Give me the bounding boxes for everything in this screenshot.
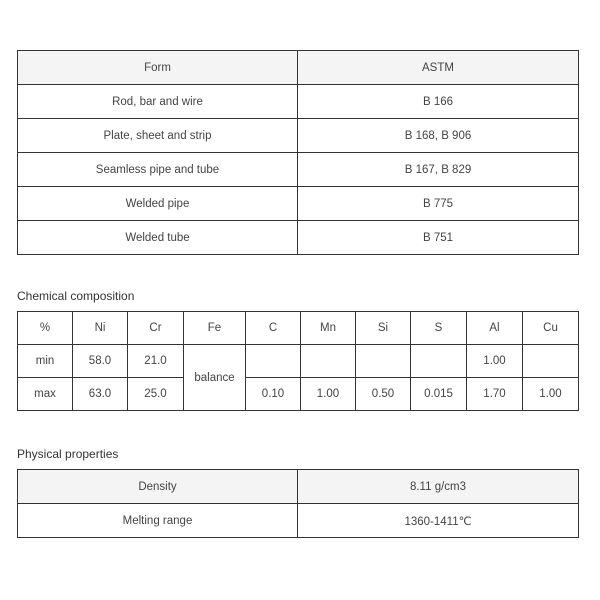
min-ni: 58.0: [73, 345, 128, 378]
header-s: S: [411, 312, 467, 345]
form-cell: Plate, sheet and strip: [18, 119, 298, 153]
header-c: C: [246, 312, 301, 345]
table-row: [18, 153, 579, 187]
header-fe: Fe: [184, 312, 246, 345]
table-header-row: [18, 312, 579, 345]
header-al: Al: [467, 312, 523, 345]
max-s: 0.015: [411, 378, 467, 411]
table-row: [18, 378, 579, 411]
table-row: [18, 504, 579, 538]
fe-balance: balance: [184, 345, 246, 411]
astm-cell: B 751: [298, 221, 579, 255]
header-cr: Cr: [128, 312, 184, 345]
physical-properties-title: Physical properties: [17, 447, 119, 461]
min-cr: 21.0: [128, 345, 184, 378]
min-al: 1.00: [467, 345, 523, 378]
astm-cell: B 166: [298, 85, 579, 119]
header-percent: %: [18, 312, 73, 345]
table-header-row: [18, 51, 579, 85]
astm-cell: B 167, B 829: [298, 153, 579, 187]
property-value: 8.11 g/cm3: [298, 470, 579, 504]
property-name: Density: [18, 470, 298, 504]
table-row: [18, 187, 579, 221]
min-si: [356, 345, 411, 378]
max-cu: 1.00: [523, 378, 579, 411]
header-form: Form: [18, 51, 298, 85]
table-row: [18, 221, 579, 255]
table-row: [18, 85, 579, 119]
row-label-min: min: [18, 345, 73, 378]
table-row: [18, 345, 579, 378]
chemical-composition-table: [17, 311, 579, 411]
astm-forms-table: [17, 50, 579, 255]
max-al: 1.70: [467, 378, 523, 411]
table-row: [18, 470, 579, 504]
astm-cell: B 775: [298, 187, 579, 221]
min-cu: [523, 345, 579, 378]
header-ni: Ni: [73, 312, 128, 345]
physical-properties-table: [17, 469, 579, 538]
property-value: 1360-1411℃: [298, 504, 579, 538]
form-cell: Rod, bar and wire: [18, 85, 298, 119]
astm-cell: B 168, B 906: [298, 119, 579, 153]
header-astm: ASTM: [298, 51, 579, 85]
min-s: [411, 345, 467, 378]
form-cell: Welded pipe: [18, 187, 298, 221]
max-mn: 1.00: [301, 378, 356, 411]
header-cu: Cu: [523, 312, 579, 345]
property-name: Melting range: [18, 504, 298, 538]
form-cell: Welded tube: [18, 221, 298, 255]
form-cell: Seamless pipe and tube: [18, 153, 298, 187]
max-c: 0.10: [246, 378, 301, 411]
header-mn: Mn: [301, 312, 356, 345]
chemical-composition-title: Chemical composition: [17, 289, 135, 303]
row-label-max: max: [18, 378, 73, 411]
min-c: [246, 345, 301, 378]
max-ni: 63.0: [73, 378, 128, 411]
header-si: Si: [356, 312, 411, 345]
max-si: 0.50: [356, 378, 411, 411]
table-row: [18, 119, 579, 153]
min-mn: [301, 345, 356, 378]
max-cr: 25.0: [128, 378, 184, 411]
